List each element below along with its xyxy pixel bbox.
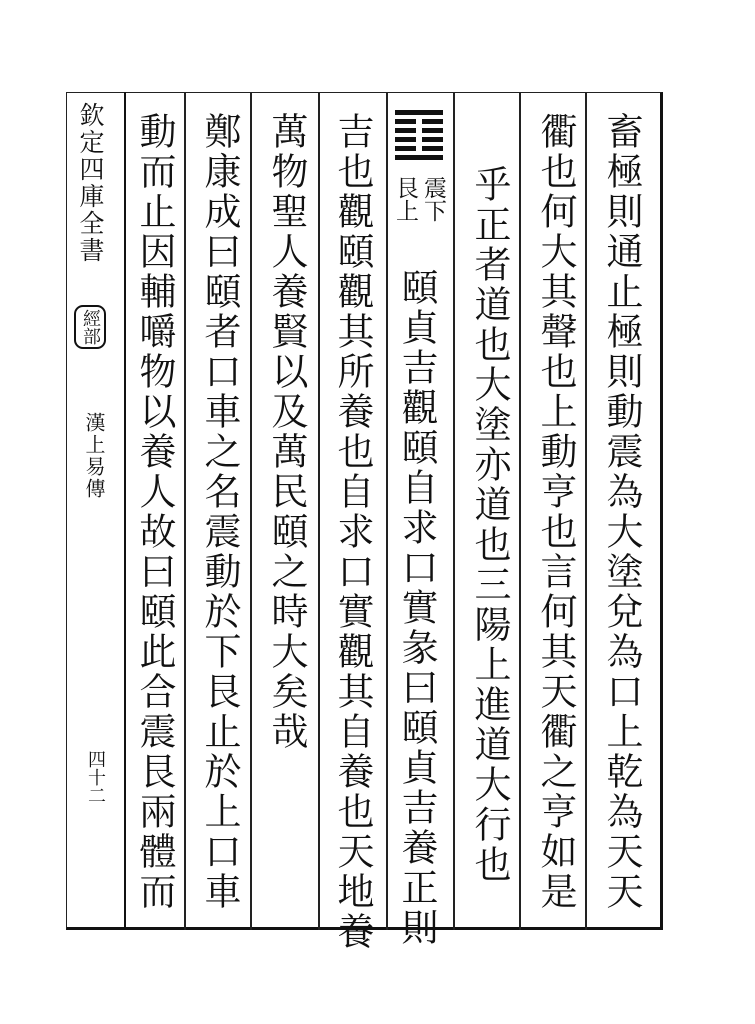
text-column-1: [592, 112, 650, 912]
trigram-labels: [392, 176, 446, 222]
column-text: 衢也何大其聲也上動亨也言何其天衢之亨如是: [534, 112, 577, 912]
column-rule: [250, 92, 252, 930]
margin-chapter-badge: 經部: [74, 305, 106, 349]
text-column-6: [190, 112, 248, 912]
margin-book-title: 漢上易傳: [82, 412, 106, 500]
margin-title: 欽定四庫全書: [76, 102, 105, 264]
hexagram-line: [395, 128, 443, 133]
column-rule: [184, 92, 186, 930]
column-text: 鄭康成曰頤者口車之名震動於下艮止於上口車: [198, 112, 241, 912]
hexagram-line: [395, 155, 443, 160]
margin-page-number: 四十二: [85, 750, 106, 804]
text-column-4: [323, 112, 381, 952]
lower-trigram-label: 震下: [420, 176, 446, 222]
column-text: 動而止因輔嚼物以養人故曰頤此合震艮兩體而: [133, 112, 176, 912]
hexagram-line: [395, 110, 443, 115]
column-rule: [585, 92, 587, 930]
column-text: 乎正者道也大塗亦道也三陽上進道大行也: [468, 165, 511, 885]
text-column-2: [526, 112, 584, 912]
column-rule: [519, 92, 521, 930]
text-column-3: [460, 165, 518, 885]
hexagram-text: 頤貞吉觀頤自求口實彖曰頤貞吉養正則: [395, 268, 438, 948]
column-text: 萬物聖人養賢以及萬民頤之時大矣哉: [265, 112, 308, 752]
yi-hexagram-icon: [395, 110, 443, 160]
upper-trigram-label: 艮上: [392, 176, 418, 222]
column-rule: [453, 92, 455, 930]
hexagram-line: [395, 119, 443, 124]
column-rule: [318, 92, 320, 930]
hexagram-line: [395, 146, 443, 151]
column-rule: [386, 92, 388, 930]
column-text: 畜極則通止極則動震為大塗兌為口上乾為天天: [600, 112, 643, 912]
text-column-5: [257, 112, 315, 752]
text-column-7: [125, 112, 183, 912]
hexagram-line: [395, 137, 443, 142]
column-text: 吉也觀頤觀其所養也自求口實觀其自養也天地養: [331, 112, 374, 952]
